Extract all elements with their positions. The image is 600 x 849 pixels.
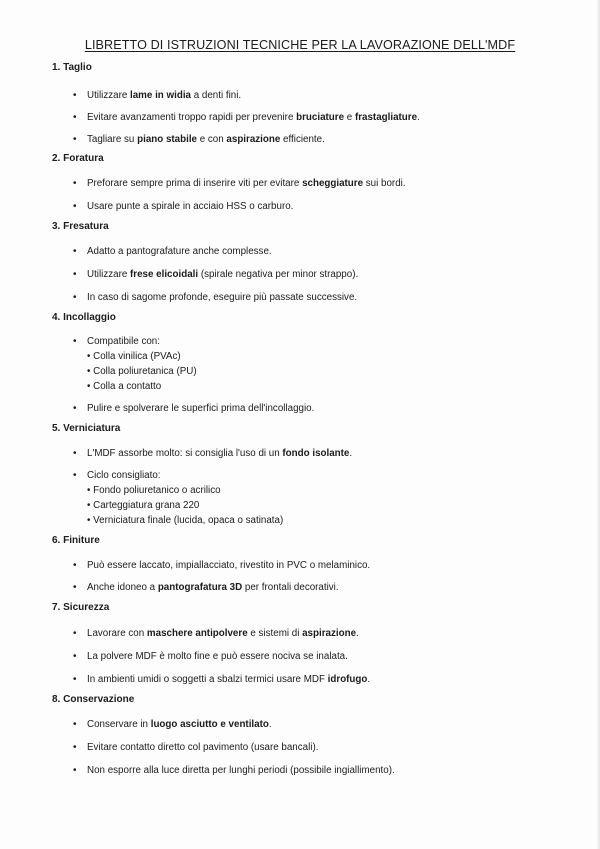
- bullet-icon: •: [73, 742, 77, 753]
- sub-list-item: • Colla vinilica (PVAc): [87, 351, 181, 362]
- list-item-text: [87, 401, 314, 416]
- bullet-icon: •: [73, 560, 77, 571]
- bold-text: frastagliature: [354, 112, 418, 123]
- bold-text: frese elicoidali: [130, 269, 199, 280]
- bullet-icon: •: [73, 403, 77, 414]
- text-run: Pulire e spolverare le superfici prima dell'incollaggio.: [87, 403, 315, 414]
- list-item-text: [87, 446, 352, 461]
- sub-list-item: • Colla a contatto: [87, 381, 162, 392]
- section-title: 5. Verniciatura: [52, 423, 121, 434]
- text-run: per frontali decorativi.: [242, 582, 339, 593]
- list-item-text: [87, 649, 348, 664]
- text-run: Ciclo consigliato:: [87, 470, 161, 481]
- bold-text: aspirazione: [226, 134, 281, 145]
- bold-text: idrofugo: [327, 674, 368, 685]
- text-run: a denti fini.: [191, 90, 242, 101]
- list-item-text: [87, 244, 272, 259]
- section-title: 3. Fresatura: [52, 221, 109, 232]
- bold-text: pantografatura 3D: [157, 582, 243, 593]
- list-item-text: [87, 672, 370, 687]
- list-item-text: [87, 580, 339, 595]
- text-run: e: [344, 112, 355, 123]
- section-title: 7. Sicurezza: [52, 602, 110, 613]
- sub-list-item: • Carteggiatura grana 220: [87, 500, 200, 511]
- text-run: Utilizzare: [87, 269, 131, 280]
- text-run: Conservare in: [87, 719, 151, 730]
- list-item-text: [87, 334, 197, 394]
- text-run: efficiente.: [280, 134, 325, 145]
- text-run: sui bordi.: [363, 178, 406, 189]
- bullet-icon: •: [73, 719, 77, 730]
- text-run: .: [367, 674, 371, 685]
- section-title: 8. Conservazione: [52, 694, 135, 705]
- text-run: Evitare contatto diretto col pavimento (usare bancali).: [87, 742, 319, 753]
- text-run: e con: [197, 134, 227, 145]
- text-run: Usare punte a spirale in acciaio HSS o carburo.: [87, 201, 294, 212]
- sub-list-item: • Colla poliuretanica (PU): [87, 366, 197, 377]
- text-run: e sistemi di: [247, 628, 303, 639]
- bullet-icon: •: [73, 582, 77, 593]
- text-run: Lavorare con: [87, 628, 147, 639]
- bold-text: bruciature: [296, 112, 345, 123]
- scan-edge: [596, 0, 600, 849]
- list-item-text: [87, 763, 395, 778]
- text-run: Non esporre alla luce diretta per lunghi periodi (possibile ingiallimento).: [87, 765, 395, 776]
- text-run: Preforare sempre prima di inserire viti per evitare: [87, 178, 303, 189]
- bold-text: lame in widia: [130, 90, 191, 101]
- bullet-icon: •: [73, 246, 77, 257]
- bold-text: maschere antipolvere: [146, 628, 248, 639]
- text-run: Può essere laccato, impiallacciato, rivestito in PVC o melaminico.: [87, 560, 371, 571]
- bullet-icon: •: [73, 651, 77, 662]
- sub-list-item: • Fondo poliuretanico o acrilico: [87, 485, 221, 496]
- list-item-text: [87, 132, 325, 147]
- bold-text: fondo isolante: [282, 448, 350, 459]
- text-run: Utilizzare: [87, 90, 131, 101]
- bold-text: piano stabile: [137, 134, 197, 145]
- text-run: Compatibile con:: [87, 336, 160, 347]
- text-run: In ambienti umidi o soggetti a sbalzi termici usare MDF: [87, 674, 328, 685]
- bullet-icon: •: [73, 112, 77, 123]
- list-item-text: [87, 468, 283, 528]
- bullet-icon: •: [73, 178, 77, 189]
- text-run: In caso di sagome profonde, eseguire più passate successive.: [87, 292, 358, 303]
- list-item-text: [87, 558, 370, 573]
- bullet-icon: •: [73, 470, 77, 481]
- text-run: L'MDF assorbe molto: si consiglia l'uso di un: [87, 448, 283, 459]
- text-run: .: [356, 628, 359, 639]
- bullet-icon: •: [73, 336, 77, 347]
- bullet-icon: •: [73, 90, 77, 101]
- section-title: 1. Taglio: [52, 62, 92, 73]
- bullet-icon: •: [73, 201, 77, 212]
- document-title: LIBRETTO DI ISTRUZIONI TECNICHE PER LA LAVORAZIONE DELL'MDF: [84, 38, 516, 52]
- section-title: 4. Incollaggio: [52, 312, 116, 323]
- text-run: Evitare avanzamenti troppo rapidi per prevenire: [87, 112, 297, 123]
- text-run: La polvere MDF è molto fine e può essere nociva se inalata.: [87, 651, 348, 662]
- bullet-icon: •: [73, 628, 77, 639]
- bold-text: scheggiature: [302, 178, 364, 189]
- sub-list-item: • Verniciatura finale (lucida, opaca o satinata): [87, 515, 284, 526]
- text-run: (spirale negativa per minor strappo).: [198, 269, 359, 280]
- bullet-icon: •: [73, 674, 77, 685]
- list-item-text: [87, 110, 420, 125]
- text-run: Tagliare su: [87, 134, 138, 145]
- bullet-icon: •: [73, 269, 77, 280]
- bullet-icon: •: [73, 134, 77, 145]
- list-item-text: [87, 267, 358, 282]
- section-title: 2. Foratura: [52, 153, 104, 164]
- text-run: Anche idoneo a: [87, 582, 158, 593]
- list-item-text: [87, 626, 359, 641]
- bullet-icon: •: [73, 765, 77, 776]
- list-item-text: [87, 88, 241, 103]
- bullet-icon: •: [73, 448, 77, 459]
- list-item-text: [87, 740, 318, 755]
- text-run: Adatto a pantografature anche complesse.: [87, 246, 272, 257]
- list-item-text: [87, 199, 293, 214]
- list-item-text: [87, 717, 272, 732]
- bold-text: aspirazione: [302, 628, 357, 639]
- text-run: .: [349, 448, 353, 459]
- text-run: .: [268, 719, 272, 730]
- list-item-text: [87, 176, 406, 191]
- section-title: 6. Finiture: [52, 535, 100, 546]
- bold-text: luogo asciutto e ventilato: [150, 719, 269, 730]
- bullet-icon: •: [73, 292, 77, 303]
- text-run: .: [417, 112, 420, 123]
- list-item-text: [87, 290, 357, 305]
